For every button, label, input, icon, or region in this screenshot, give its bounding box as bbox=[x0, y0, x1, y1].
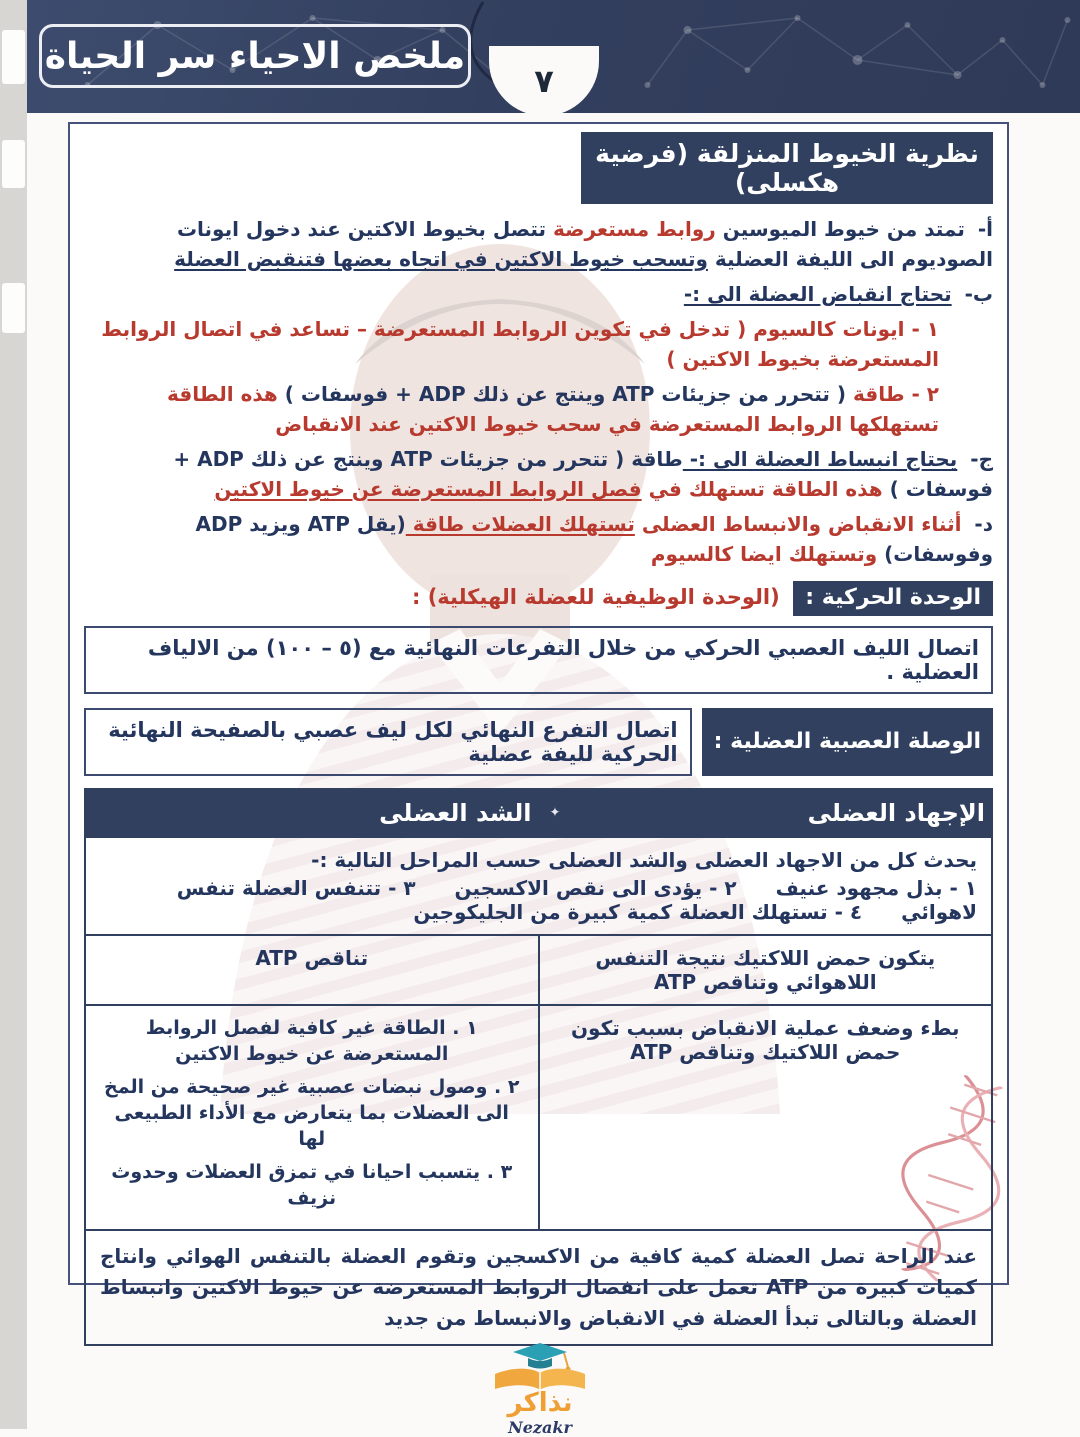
page-number: ٧ bbox=[534, 62, 554, 100]
tension-effect-1: ١ . الطاقة غير كافية لفصل الروابط المستعرضة عن خيوط الاكتين bbox=[145, 1017, 478, 1065]
section-title: نظرية الخيوط المنزلقة (فرضية هكسلى) bbox=[581, 132, 993, 204]
point-a-text-2: روابط مستعرضة bbox=[546, 217, 716, 241]
point-d-text-1: أثناء الانقباض والانبساط العضلى bbox=[634, 512, 962, 536]
edge-box bbox=[2, 283, 25, 333]
muscle-table bbox=[84, 788, 993, 1346]
point-b-intro: تحتاج انقباض العضلة الى :- bbox=[683, 282, 952, 306]
junction-label: الوصلة العصبية العضلية : bbox=[702, 708, 993, 776]
motor-unit-label: الوحدة الحركية : bbox=[793, 581, 993, 616]
point-a bbox=[84, 214, 993, 274]
tension-effect-3: ٣ . يتسبب احيانا في تمزق العضلات وحدوث نزيف bbox=[111, 1161, 513, 1209]
point-a-text-4: وتسحب خيوط الاكتين في اتجاه بعضها فتنقبض العضلة bbox=[174, 247, 708, 271]
table-header-row bbox=[85, 789, 992, 837]
lactic-acid-cell: يتكون حمض اللاكتيك نتيجة التنفس اللاهوائي وتناقص ATP bbox=[539, 935, 993, 1005]
point-a-label: أ- bbox=[977, 217, 993, 241]
header-banner bbox=[27, 0, 1080, 113]
point-d-text-2: تستهلك العضلات طاقة bbox=[405, 512, 635, 536]
logo-book-cap-icon bbox=[475, 1340, 605, 1392]
stages-intro: يحدث كل من الاجهاد العضلى والشد العضلى حسب المراحل التالية :- bbox=[311, 848, 977, 872]
point-c-label: ج- bbox=[970, 447, 993, 471]
stage-4: ٤ - تستهلك العضلة كمية كبيرة من الجليكوجين bbox=[413, 900, 863, 924]
point-c-text-2: طاقة ( تتحرر من جزيئات ATP وينتج عن ذلك ADP + فوسفات ) bbox=[173, 447, 993, 501]
point-b-item-2-inner: ( تتحرر من جزيئات ATP وينتج عن ذلك ADP + فوسفات ) bbox=[277, 382, 847, 406]
point-b-item-2-lead: ٢ - طاقة bbox=[846, 382, 939, 406]
point-c-text-4: فصل الروابط المستعرضة عن خيوط الاكتين bbox=[214, 477, 642, 501]
tension-effects-cell bbox=[85, 1005, 539, 1230]
edge-box bbox=[2, 140, 25, 188]
page-edge-strip bbox=[0, 0, 27, 1429]
document-title: ملخص الاحياء سر الحياة bbox=[39, 24, 471, 88]
point-c bbox=[84, 444, 993, 504]
lactic-row bbox=[85, 935, 992, 1005]
point-a-text-3: تتصل بخيوط الاكتين عند دخول ايونات الصوديوم الى الليفة العضلية bbox=[176, 217, 993, 271]
point-d-label: د- bbox=[974, 512, 993, 536]
neuromuscular-junction bbox=[84, 708, 993, 776]
fatigue-effect-cell: بطء وضعف عملية الانقباض بسبب تكون حمض اللاكتيك وتناقص ATP bbox=[539, 1005, 993, 1230]
content-page bbox=[68, 122, 1009, 1331]
motor-unit-definition: اتصال الليف العصبي الحركي من خلال التفرعات النهائية مع (٥ – ١٠٠) من الالياف العضلية . bbox=[84, 626, 993, 694]
column-header-fatigue-label: الإجهاد العضلى bbox=[807, 799, 985, 827]
column-header-tension bbox=[85, 789, 539, 837]
point-d-text-3: (يقل ATP ويزيد ADP وفوسفات) bbox=[195, 512, 993, 566]
column-header-tension-label: الشد العضلى bbox=[379, 799, 532, 827]
junction-definition: اتصال التفرع النهائي لكل ليف عصبي بالصفيحة النهائية الحركية لليفة عضلية bbox=[84, 708, 692, 776]
stage-3: ٣ - تتنفس العضلة تنفس لاهوائي bbox=[176, 876, 977, 924]
point-d-text-4: وتستهلك ايضا كالسيوم bbox=[650, 542, 878, 566]
point-b-item-2-rest: هذه الطاقة تستهلكها الروابط المستعرضة في سحب خيوط الاكتين عند الانقباض bbox=[167, 382, 939, 436]
point-c-text-1: يحتاج انبساط العضلة الى :- bbox=[682, 447, 958, 471]
point-b-item-1: ١ - ايونات كالسيوم ( تدخل في تكوين الروابط المستعرضة – تساعد في اتصال الروابط المستعرضة بخيوط الاكتين ) bbox=[101, 317, 939, 371]
atp-decrease-cell: تناقص ATP bbox=[85, 935, 539, 1005]
table-header-ornament-icon: ✦ bbox=[549, 805, 561, 821]
point-c-text-3: هذه الطاقة تستهلك في bbox=[641, 477, 883, 501]
stages-row bbox=[85, 837, 992, 935]
stages-line bbox=[100, 876, 977, 924]
effects-row bbox=[85, 1005, 992, 1230]
point-b bbox=[84, 279, 993, 309]
point-d bbox=[84, 509, 993, 569]
rest-row bbox=[85, 1230, 992, 1345]
point-b-item-2 bbox=[84, 379, 993, 439]
rest-note-cell: عند الراحة تصل العضلة كمية كافية من الاكسجين وتقوم العضلة بالتنفس الهوائي وانتاج كميات كبيرة من ATP تعمل على انفصال الروابط المستعرضة عن خيوط الاكتين وانبساط العضلة وبالتالى تبدأ العضلة في الانقباض والانبساط من جديد bbox=[85, 1230, 992, 1345]
brand-name-latin: Nezakr bbox=[508, 1418, 572, 1437]
tension-effect-2: ٢ . وصول نبضات عصبية غير صحيحة من المخ الى العضلات بما يتعارض مع الأداء الطبيعى لها bbox=[104, 1076, 520, 1150]
point-b-label: ب- bbox=[964, 282, 993, 306]
stage-1: ١ - بذل مجهود عنيف bbox=[775, 876, 977, 900]
brand-logo bbox=[0, 1340, 1080, 1437]
motor-unit-subtitle: (الوحدة الوظيفية للعضلة الهيكلية) : bbox=[411, 585, 780, 609]
brand-name-arabic: نذاكر bbox=[507, 1388, 573, 1418]
point-a-text-1: تمتد من خيوط الميوسين bbox=[715, 217, 965, 241]
stages-cell bbox=[85, 837, 992, 935]
edge-box bbox=[2, 30, 25, 84]
motor-unit-heading bbox=[84, 581, 993, 616]
stage-2: ٢ - يؤدى الى نقص الاكسجين bbox=[454, 876, 737, 900]
column-header-fatigue bbox=[539, 789, 993, 837]
